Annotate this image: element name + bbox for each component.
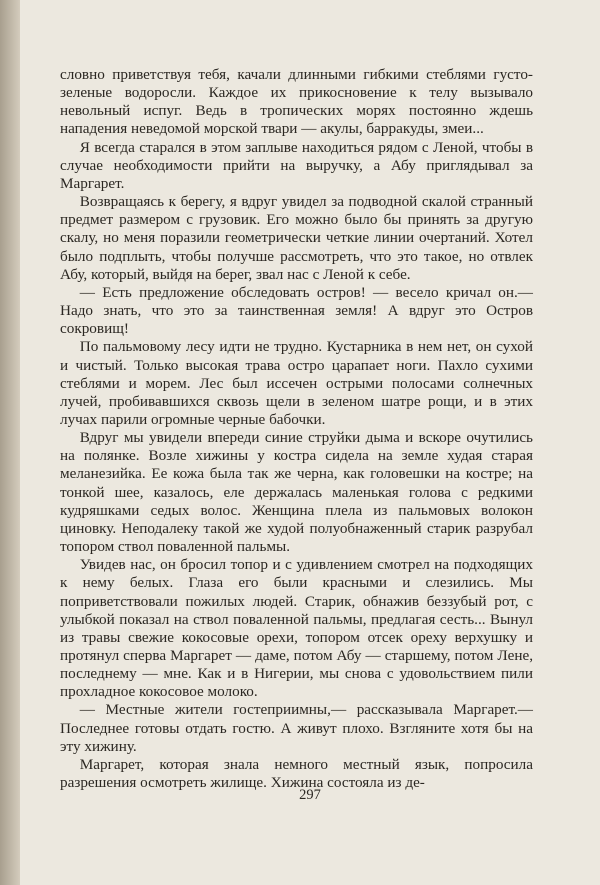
paragraph: словно приветствуя тебя, качали длинными гибкими стеблями густо-зеленые водоросли. Каждое их прикосновение к телу вызывало невольный испуг. Ведь в тропических морях постоянно ждешь нападения неведомой морской твари — акулы, барракуды, змеи...: [60, 66, 533, 138]
paragraph: Увидев нас, он бросил топор и с удивлением смотрел на подходящих к нему белых. Глаза его были красными и слезились. Мы поприветствовали пожилых людей. Старик, обнажив беззубый рот, с улыбкой показал на ствол поваленной пальмы, предлагая сесть... Вынул из травы свежие кокосовые орехи, топором отсек ореху верхушку и протянул сперва Маргарет — даме, потом Абу — старшему, потом Лене, последнему — мне. Как и в Нигерии, мы снова с удовольствием пили прохладное кокосовое молоко.: [60, 556, 533, 701]
paragraph: По пальмовому лесу идти не трудно. Кустарника в нем нет, он сухой и чистый. Только высокая трава остро царапает ноги. Пахло сухими стеблями и морем. Лес был иссечен острыми полосами солнечных лучей, пробивавшихся сквозь щели в зеленом шатре рощи, и в этих лучах парили огромные черные бабочки.: [60, 338, 533, 428]
paragraph: Маргарет, которая знала немного местный язык, попросила разрешения осмотреть жилище. Хижина состояла из де-: [60, 755, 533, 792]
paragraph: — Местные жители гостеприимны,— рассказывала Маргарет.— Последнее готовы отдать гостю. А живут плохо. Взгляните хотя бы на эту хижину.: [60, 701, 533, 755]
page-number: 297: [299, 787, 321, 803]
paragraph: Вдруг мы увидели впереди синие струйки дыма и вскоре очутились на полянке. Возле хижины у костра сидела на земле худая старая меланезийка. Ее кожа была так же черна, как головешки на костре; на тонкой шее, казалось, еле держалась маленькая голова с редкими кудряшками седых волос. Женщина плела из пальмовых волокон циновку. Неподалеку такой же худой полуобнаженный старик разрубал топором ствол поваленной пальмы.: [60, 429, 533, 556]
body-text: [60, 66, 533, 792]
paragraph: — Есть предложение обследовать остров! — весело кричал он.— Надо знать, что это за таинственная земля! А вдруг это Остров сокровищ!: [60, 283, 533, 338]
paragraph: Возвращаясь к берегу, я вдруг увидел за подводной скалой странный предмет размером с грузовик. Его можно было бы принять за другую скалу, но меня поразили геометрически четкие линии очертаний. Хотел было подплыть, чтобы получше рассмотреть, что это такое, но отвлек Абу, который, выйдя на берег, звал нас с Леной к себе.: [60, 193, 533, 283]
paragraph: Я всегда старался в этом заплыве находиться рядом с Леной, чтобы в случае необходимости прийти на выручку, а Абу приглядывал за Маргарет.: [60, 138, 533, 192]
book-spine-shadow: [0, 0, 20, 885]
book-page: [20, 0, 600, 885]
